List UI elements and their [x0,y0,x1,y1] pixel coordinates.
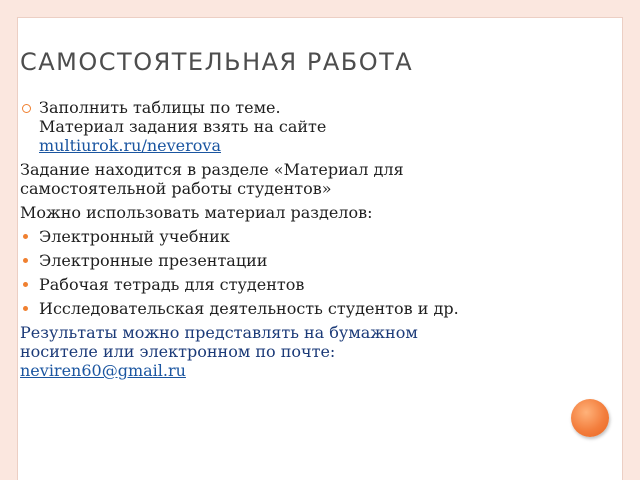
sub-item-label: Электронные презентации [39,251,268,270]
slide-body [20,98,590,380]
task-item-fill-tables [20,98,590,155]
page-title: САМОСТОЯТЕЛЬНАЯ РАБОТА [20,48,414,76]
sub-item-label: Электронный учебник [39,227,230,246]
sub-item-label: Исследовательская деятельность студентов и др. [39,299,459,318]
task-location-line2: самостоятельной работы студентов» [20,179,332,198]
list-item [20,227,590,246]
sections-intro-text: Можно использовать материал разделов: [20,203,373,222]
dot-bullet-icon [23,282,28,287]
list-item [20,275,590,294]
list-item [20,251,590,270]
list-item [20,299,590,318]
site-link[interactable]: multiurok.ru/neverova [39,136,221,155]
task-text: Заполнить таблицы по теме. [39,98,281,117]
email-link[interactable]: neviren60@gmail.ru [20,361,186,380]
results-line1: Результаты можно представлять на бумажном [20,323,418,342]
dot-bullet-icon [23,234,28,239]
ring-bullet-icon [22,104,31,113]
task-location-line1: Задание находится в разделе «Материал для [20,160,404,179]
results-line2: носителе или электронном по почте: [20,342,336,361]
sub-item-label: Рабочая тетрадь для студентов [39,275,305,294]
task-location-text [20,160,590,198]
dot-bullet-icon [23,306,28,311]
results-text [20,323,590,380]
orange-circle-icon [571,399,609,437]
task-source-text: Материал задания взять на сайте [39,117,327,136]
dot-bullet-icon [23,258,28,263]
